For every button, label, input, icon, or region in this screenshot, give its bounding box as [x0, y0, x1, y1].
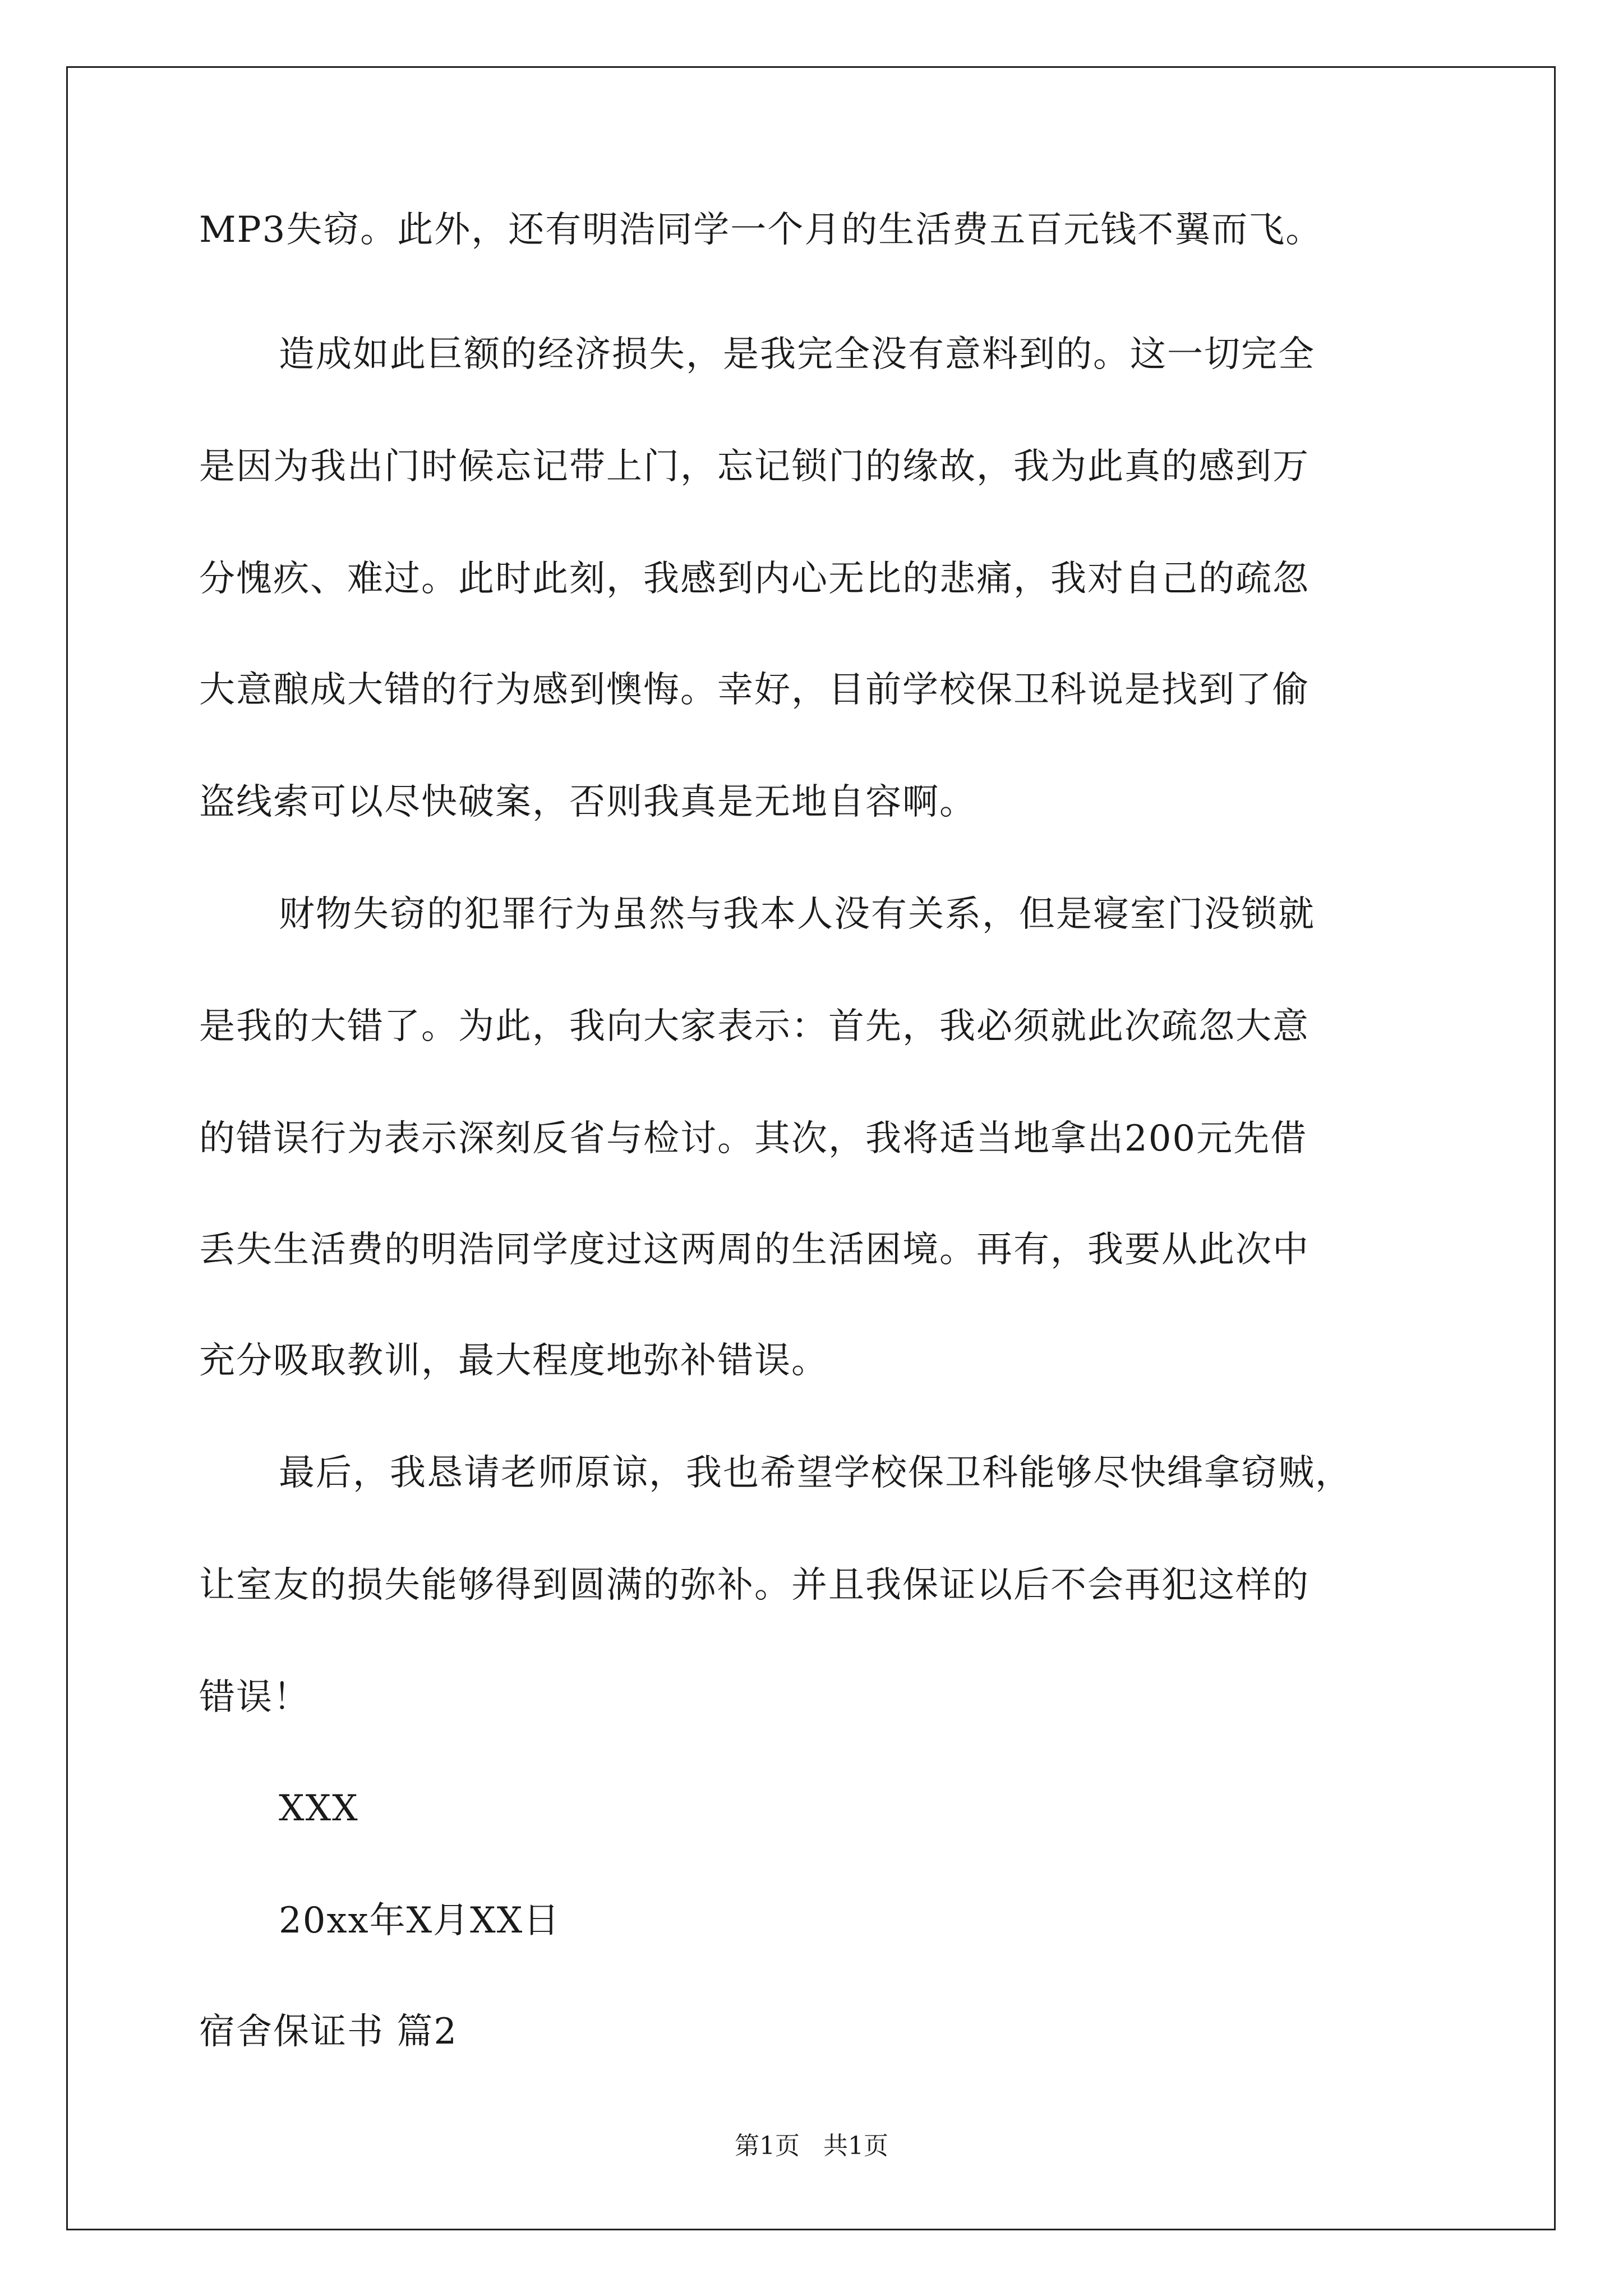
text-line-8: 是我的大错了。为此，我向大家表示：首先，我必须就此次疏忽大意 [199, 1006, 1310, 1047]
text-line-2: 造成如此巨额的经济损失，是我完全没有意料到的。这一切完全 [279, 334, 1315, 375]
text-line-9: 的错误行为表示深刻反省与检讨。其次，我将适当地拿出200元先借 [199, 1118, 1308, 1159]
text-line-7: 财物失窃的犯罪行为虽然与我本人没有关系，但是寝室门没锁就 [279, 894, 1315, 935]
text-line-5: 大意酿成大错的行为感到懊悔。幸好，目前学校保卫科说是找到了偷 [199, 669, 1310, 711]
text-line-3: 是因为我出门时候忘记带上门，忘记锁门的缘故，我为此真的感到万 [199, 446, 1310, 487]
text-line-14: 错误！ [199, 1677, 310, 1718]
text-line-11: 充分吸取教训，最大程度地弥补错误。 [199, 1340, 828, 1382]
text-line-6: 盗线索可以尽快破案，否则我真是无地自容啊。 [199, 781, 976, 823]
text-line-4: 分愧疚、难过。此时此刻，我感到内心无比的悲痛，我对自己的疏忽 [199, 558, 1310, 600]
text-line-1: MP3失窃。此外，还有明浩同学一个月的生活费五百元钱不翼而飞。 [199, 209, 1323, 251]
text-line-12: 最后，我恳请老师原谅，我也希望学校保卫科能够尽快缉拿窃贼， [279, 1452, 1352, 1494]
text-line-10: 丢失生活费的明浩同学度过这两周的生活困境。再有，我要从此次中 [199, 1229, 1310, 1271]
section-heading: 宿舍保证书 篇2 [199, 2011, 458, 2053]
date: 20xx年X月XX日 [279, 1900, 561, 1941]
signature: XXX [279, 1788, 359, 1829]
page-footer: 第1页 共1页 [735, 2132, 888, 2160]
text-line-13: 让室友的损失能够得到圆满的弥补。并且我保证以后不会再犯这样的 [199, 1565, 1310, 1606]
